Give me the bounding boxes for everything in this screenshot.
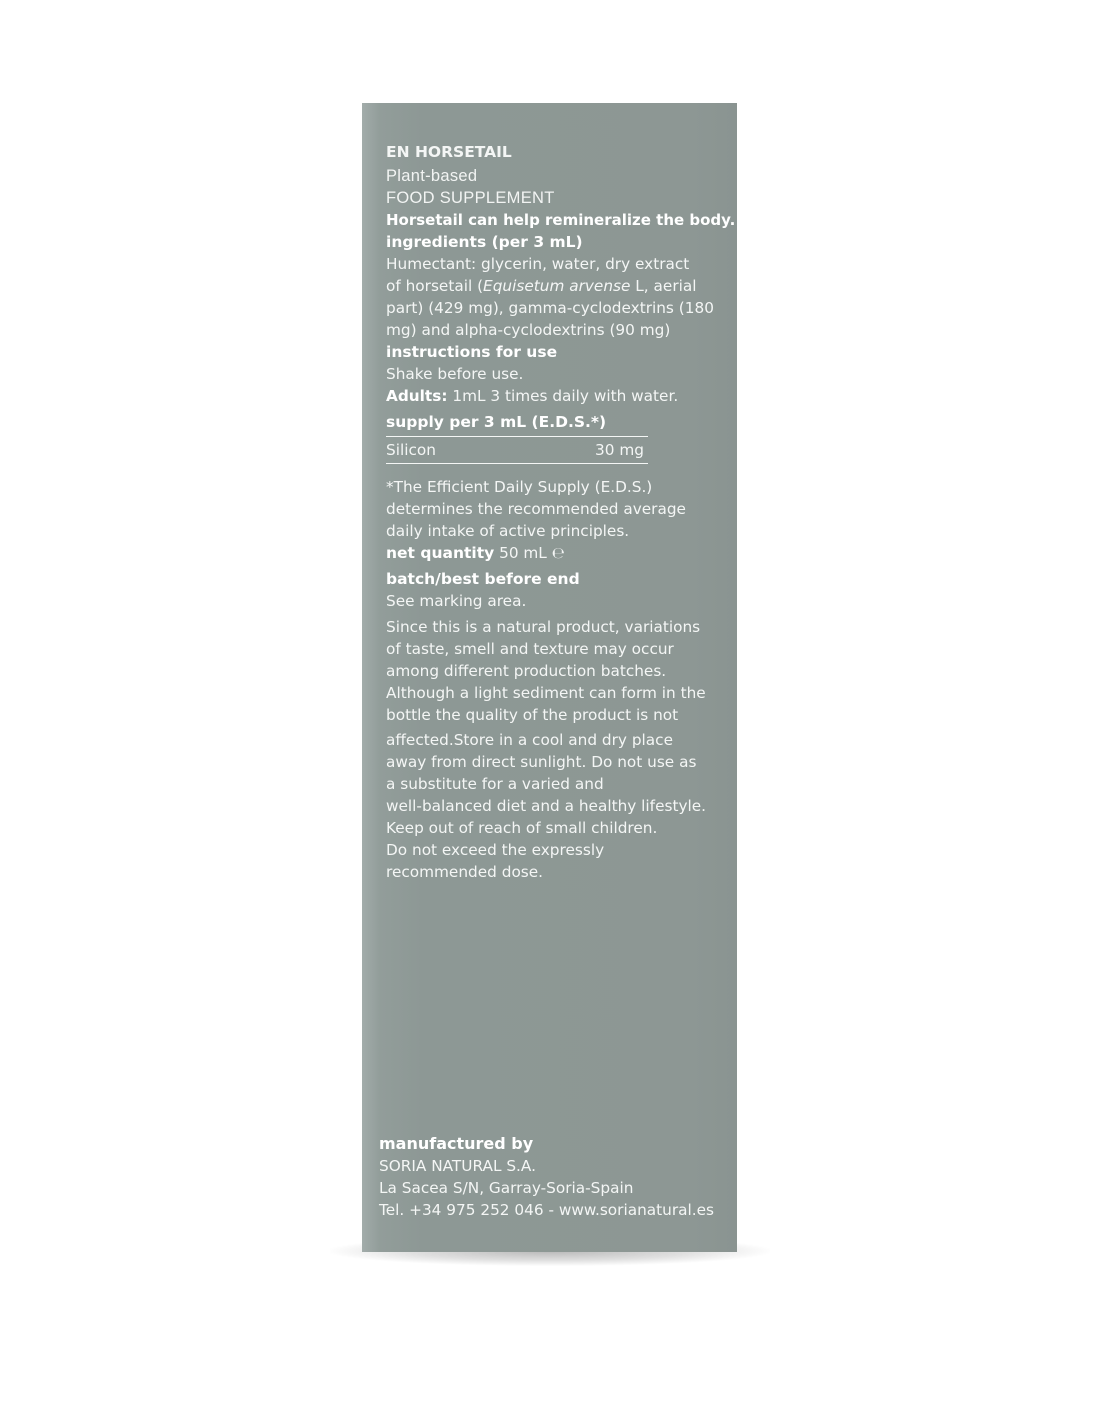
ingredients-text: of horsetail (	[386, 277, 484, 295]
eds-note-line: *The Efficient Daily Supply (E.D.S.)	[386, 478, 653, 496]
supply-heading: supply per 3 mL (E.D.S.*)	[386, 413, 607, 431]
notes-line: recommended dose.	[386, 863, 544, 881]
notes-line: well-balanced diet and a healthy lifestyle.	[386, 797, 707, 815]
ingredients-line: Humectant: glycerin, water, dry extract	[386, 255, 690, 273]
instructions-adults	[386, 385, 716, 407]
eds-note-line: determines the recommended average	[386, 500, 686, 518]
batch-text: See marking area.	[386, 592, 527, 610]
notes-line: Since this is a natural product, variations	[386, 618, 701, 636]
subtitle-food-supplement: FOOD SUPPLEMENT	[386, 189, 555, 207]
notes-line: away from direct sunlight. Do not use as	[386, 753, 697, 771]
notes-line: Keep out of reach of small children.	[386, 819, 658, 837]
product-box-side-panel	[362, 103, 737, 1252]
product-claim: Horsetail can help remineralize the body.	[386, 211, 736, 229]
adults-text: 1mL 3 times daily with water.	[447, 387, 679, 405]
notes-block	[386, 616, 716, 883]
label-content	[386, 139, 736, 883]
supply-amount: 30 mg	[595, 441, 644, 459]
ingredients-text: L, aerial	[630, 277, 697, 295]
adults-label: Adults:	[386, 387, 448, 405]
ingredients-line	[386, 275, 716, 297]
ingredients-heading: ingredients (per 3 mL)	[386, 233, 583, 251]
supply-nutrient: Silicon	[386, 441, 436, 459]
supply-table-row	[386, 436, 648, 464]
instructions-line: Shake before use.	[386, 365, 524, 383]
manufacturer-name: SORIA NATURAL S.A.	[379, 1157, 536, 1175]
notes-line: Although a light sediment can form in the	[386, 684, 706, 702]
manufacturer-heading: manufactured by	[379, 1134, 534, 1153]
subtitle-plant-based: Plant-based	[386, 167, 478, 185]
manufacturer-address: La Sacea S/N, Garray-Soria-Spain	[379, 1179, 634, 1197]
latin-name: Equisetum arvense	[483, 277, 631, 295]
ingredients-line: part) (429 mg), gamma-cyclodextrins (180	[386, 299, 714, 317]
net-quantity	[386, 542, 716, 564]
net-quantity-value: 50 mL ℮	[494, 544, 565, 562]
manufacturer-contact: Tel. +34 975 252 046 - www.sorianatural.es	[379, 1201, 714, 1219]
batch-heading: batch/best before end	[386, 570, 580, 588]
instructions-heading: instructions for use	[386, 343, 558, 361]
notes-line: affected.Store in a cool and dry place	[386, 731, 674, 749]
net-quantity-label: net quantity	[386, 544, 495, 562]
notes-line: Do not exceed the expressly	[386, 841, 605, 859]
eds-note-line: daily intake of active principles.	[386, 522, 630, 540]
notes-line: bottle the quality of the product is not	[386, 706, 679, 724]
ingredients-line: mg) and alpha-cyclodextrins (90 mg)	[386, 321, 671, 339]
notes-line: among different production batches.	[386, 662, 667, 680]
notes-line: of taste, smell and texture may occur	[386, 640, 674, 658]
product-title: EN HORSETAIL	[386, 143, 512, 161]
manufacturer-block	[379, 1133, 729, 1221]
notes-line: a substitute for a varied and	[386, 775, 604, 793]
